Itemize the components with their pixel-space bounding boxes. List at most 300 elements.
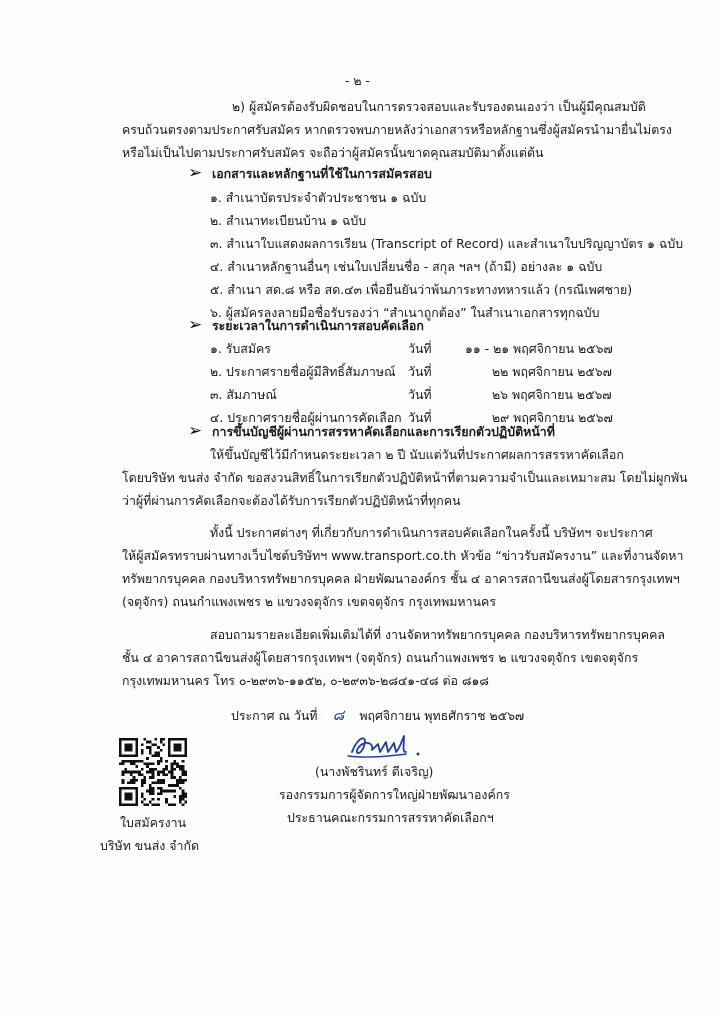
qr-module bbox=[182, 782, 185, 785]
bullet-arrow-icon: ➢ bbox=[188, 163, 203, 183]
qr-module bbox=[160, 782, 163, 785]
qr-module bbox=[176, 762, 179, 765]
qr-module bbox=[127, 746, 130, 749]
qr-module bbox=[119, 792, 122, 795]
qr-module bbox=[124, 738, 127, 741]
qr-module bbox=[141, 752, 144, 755]
qr-module bbox=[154, 738, 157, 741]
listing-line2: โดยบริษัท ขนส่ง จำกัด ขอสงวนสิทธิ์ในการเรียกตัวปฏิบัติหน้าที่ตามความจำเป็นและเหมาะสม โดยไม่ผูกพัน bbox=[122, 470, 688, 485]
bullet-arrow-icon: ➢ bbox=[188, 421, 203, 441]
qr-module bbox=[119, 787, 122, 790]
qr-module bbox=[135, 792, 138, 795]
qr-module bbox=[157, 771, 160, 774]
qr-module bbox=[130, 773, 133, 776]
qr-module bbox=[130, 779, 133, 782]
qr-module bbox=[152, 790, 155, 793]
document-item: ๓. สำเนาใบแสดงผลการเรียน (Transcript of Record) และสำเนาใบปริญญาบัตร ๑ ฉบับ bbox=[210, 236, 684, 251]
qr-module bbox=[182, 754, 185, 757]
qr-module bbox=[143, 779, 146, 782]
qr-module bbox=[179, 743, 182, 746]
qr-module bbox=[146, 790, 149, 793]
qr-module bbox=[127, 798, 130, 801]
qr-module bbox=[119, 754, 122, 757]
qr-module bbox=[182, 773, 185, 776]
qr-module bbox=[124, 746, 127, 749]
qr-module bbox=[182, 792, 185, 795]
qr-module bbox=[143, 803, 146, 806]
qr-module bbox=[119, 741, 122, 744]
schedule-date: ๒๒ พฤศจิกายน ๒๕๖๗ bbox=[492, 364, 612, 379]
qr-module bbox=[127, 795, 130, 798]
qr-module bbox=[130, 762, 133, 765]
qr-module bbox=[149, 752, 152, 755]
qr-module bbox=[149, 746, 152, 749]
qr-module bbox=[143, 798, 146, 801]
qr-module bbox=[124, 754, 127, 757]
qr-module bbox=[163, 768, 166, 771]
qr-module bbox=[127, 787, 130, 790]
qr-module bbox=[122, 779, 125, 782]
qr-module bbox=[149, 784, 152, 787]
qr-module bbox=[146, 746, 149, 749]
qr-module bbox=[146, 741, 149, 744]
qr-module bbox=[171, 768, 174, 771]
qr-module bbox=[163, 771, 166, 774]
qr-module bbox=[119, 743, 122, 746]
qr-module bbox=[138, 773, 141, 776]
qr-module bbox=[182, 795, 185, 798]
qr-module bbox=[124, 798, 127, 801]
qr-module bbox=[138, 771, 141, 774]
schedule-date: ๑๑ - ๒๑ พฤศจิกายน ๒๕๖๗ bbox=[465, 341, 613, 356]
qr-module bbox=[135, 803, 138, 806]
qr-module bbox=[154, 803, 157, 806]
qr-module bbox=[182, 790, 185, 793]
qr-module bbox=[130, 798, 133, 801]
qr-module bbox=[124, 792, 127, 795]
qr-module bbox=[171, 765, 174, 768]
schedule-row bbox=[0, 386, 720, 404]
qr-module bbox=[149, 762, 152, 765]
qr-module bbox=[119, 801, 122, 804]
qr-module bbox=[122, 773, 125, 776]
signatory-title1: รองกรรมการผู้จัดการใหญ่ฝ่ายพัฒนาองค์กร bbox=[279, 787, 510, 802]
qr-code bbox=[119, 738, 187, 806]
qr-module bbox=[119, 762, 122, 765]
announcement-date bbox=[231, 706, 524, 725]
qr-module bbox=[119, 790, 122, 793]
qr-module bbox=[119, 795, 122, 798]
qr-module bbox=[157, 782, 160, 785]
signatory-name: (นางพัชรินทร์ ดีเจริญ) bbox=[315, 764, 434, 779]
qr-module bbox=[160, 792, 163, 795]
qr-module bbox=[133, 787, 136, 790]
qr-module bbox=[149, 801, 152, 804]
qr-module bbox=[135, 741, 138, 744]
qr-module bbox=[130, 738, 133, 741]
qr-module bbox=[152, 754, 155, 757]
qr-module bbox=[119, 738, 122, 741]
qr-module bbox=[184, 738, 187, 741]
qr-module bbox=[141, 760, 144, 763]
qr-module bbox=[152, 771, 155, 774]
schedule-item: ๑. รับสมัคร bbox=[210, 341, 271, 356]
qr-module bbox=[165, 768, 168, 771]
para2-line1: ๒) ผู้สมัครต้องรับผิดชอบในการตรวจสอบและรับรองตนเองว่า เป็นผู้มีคุณสมบัติ bbox=[232, 99, 646, 114]
qr-module bbox=[149, 776, 152, 779]
qr-module bbox=[135, 798, 138, 801]
qr-module bbox=[152, 792, 155, 795]
date-prefix: ประกาศ ณ วันที่ bbox=[231, 708, 318, 723]
schedule-date: ๒๙ พฤศจิกายน ๒๕๖๗ bbox=[492, 410, 613, 425]
qr-module bbox=[171, 771, 174, 774]
qr-module bbox=[176, 743, 179, 746]
schedule-item: ๓. สัมภาษณ์ bbox=[210, 387, 277, 402]
contact-line3: กรุงเทพมหานคร โทร ๐-๒๙๓๖-๑๑๕๒, ๐-๒๙๓๖-๒๘๔๑-๔๘ ต่อ ๘๑๘ bbox=[122, 673, 489, 688]
qr-module bbox=[154, 752, 157, 755]
qr-module bbox=[130, 782, 133, 785]
qr-module bbox=[184, 801, 187, 804]
qr-module bbox=[173, 762, 176, 765]
qr-module bbox=[130, 787, 133, 790]
qr-module bbox=[179, 782, 182, 785]
documents-heading: เอกสารและหลักฐานที่ใช้ในการสมัครสอบ bbox=[212, 166, 432, 181]
document-item: ๕. สำเนา สด.๘ หรือ สด.๔๓ เพื่อยืนยันว่าพ้นภาระทางทหารแล้ว (กรณีเพศชาย) bbox=[210, 282, 633, 297]
document-item: ๔. สำเนาหลักฐานอื่นๆ เช่นใบเปลี่ยนชื่อ - สกุล ฯลฯ (ถ้ามี) อย่างละ ๑ ฉบับ bbox=[210, 259, 603, 274]
qr-module bbox=[184, 779, 187, 782]
qr-module bbox=[171, 762, 174, 765]
qr-module bbox=[130, 795, 133, 798]
qr-module bbox=[184, 795, 187, 798]
qr-module bbox=[149, 749, 152, 752]
qr-module bbox=[127, 738, 130, 741]
qr-module bbox=[154, 768, 157, 771]
qr-module bbox=[152, 773, 155, 776]
qr-module bbox=[152, 776, 155, 779]
qr-module bbox=[130, 746, 133, 749]
schedule-day-label: วันที่ bbox=[408, 387, 432, 402]
qr-module bbox=[184, 773, 187, 776]
qr-module bbox=[179, 765, 182, 768]
qr-module bbox=[157, 746, 160, 749]
qr-module bbox=[173, 790, 176, 793]
qr-module bbox=[182, 803, 185, 806]
qr-module bbox=[124, 760, 127, 763]
qr-module bbox=[146, 771, 149, 774]
qr-module bbox=[165, 790, 168, 793]
qr-module bbox=[184, 752, 187, 755]
qr-module bbox=[171, 754, 174, 757]
qr-module bbox=[163, 782, 166, 785]
qr-module bbox=[119, 752, 122, 755]
qr-module bbox=[133, 782, 136, 785]
qr-module bbox=[165, 773, 168, 776]
qr-module bbox=[176, 749, 179, 752]
qr-module bbox=[168, 738, 171, 741]
qr-module bbox=[133, 762, 136, 765]
qr-module bbox=[182, 738, 185, 741]
qr-module bbox=[127, 803, 130, 806]
qr-module bbox=[171, 776, 174, 779]
qr-module bbox=[133, 760, 136, 763]
qr-module bbox=[135, 801, 138, 804]
qr-module bbox=[184, 792, 187, 795]
qr-module bbox=[168, 741, 171, 744]
bullet-arrow-icon: ➢ bbox=[188, 315, 203, 335]
schedule-day-label: วันที่ bbox=[408, 410, 432, 425]
qr-module bbox=[141, 773, 144, 776]
qr-module bbox=[119, 749, 122, 752]
qr-module bbox=[122, 803, 125, 806]
qr-module bbox=[146, 765, 149, 768]
qr-module bbox=[122, 782, 125, 785]
qr-module bbox=[165, 801, 168, 804]
qr-module bbox=[124, 749, 127, 752]
document-item: ๖. ผู้สมัครลงลายมือชื่อรับรองว่า “สำเนาถูกต้อง” ในสำเนาเอกสารทุกฉบับ bbox=[210, 305, 600, 320]
qr-module bbox=[135, 743, 138, 746]
schedule-item: ๔. ประกาศรายชื่อผู้ผ่านการคัดเลือก bbox=[210, 410, 402, 425]
qr-module bbox=[149, 741, 152, 744]
qr-module bbox=[127, 792, 130, 795]
qr-module bbox=[152, 762, 155, 765]
qr-module bbox=[165, 765, 168, 768]
qr-module bbox=[157, 760, 160, 763]
qr-module bbox=[127, 782, 130, 785]
qr-module bbox=[184, 743, 187, 746]
qr-module bbox=[130, 743, 133, 746]
qr-module bbox=[152, 798, 155, 801]
qr-module bbox=[184, 771, 187, 774]
qr-module bbox=[173, 743, 176, 746]
qr-module bbox=[179, 768, 182, 771]
qr-module bbox=[168, 784, 171, 787]
announce-line4: (จตุจักร) ถนนกำแพงเพชร ๒ แขวงจตุจักร เขตจตุจักร กรุงเทพมหานคร bbox=[122, 594, 496, 609]
qr-module bbox=[157, 754, 160, 757]
qr-module bbox=[141, 782, 144, 785]
qr-module bbox=[179, 746, 182, 749]
qr-module bbox=[124, 803, 127, 806]
listing-line3: ว่าผู้ที่ผ่านการคัดเลือกจะต้องได้รับการเรียกตัวปฏิบัติหน้าที่ทุกคน bbox=[122, 493, 461, 508]
qr-module bbox=[133, 754, 136, 757]
qr-module bbox=[127, 749, 130, 752]
qr-module bbox=[154, 782, 157, 785]
qr-module bbox=[149, 787, 152, 790]
signatory-title2: ประธานคณะกรรมการสรรหาคัดเลือกฯ bbox=[287, 810, 494, 825]
qr-module bbox=[173, 738, 176, 741]
qr-module bbox=[168, 754, 171, 757]
qr-module bbox=[171, 803, 174, 806]
qr-module bbox=[176, 765, 179, 768]
qr-module bbox=[160, 790, 163, 793]
qr-module bbox=[163, 790, 166, 793]
schedule-date: ๒๖ พฤศจิกายน ๒๕๖๗ bbox=[492, 387, 612, 402]
para2-line3: หรือไม่เป็นไปตามประกาศรับสมัคร จะถือว่าผู้สมัครนั้นขาดคุณสมบัติมาตั้งแต่ต้น bbox=[122, 145, 544, 160]
qr-module bbox=[133, 776, 136, 779]
qr-module bbox=[133, 803, 136, 806]
qr-module bbox=[179, 787, 182, 790]
qr-module bbox=[119, 798, 122, 801]
qr-module bbox=[173, 749, 176, 752]
qr-module bbox=[146, 757, 149, 760]
date-day: ๘ bbox=[332, 706, 345, 724]
page-number: - ๒ - bbox=[345, 73, 370, 88]
announce-line2: ให้ผู้สมัครทราบผ่านทางเว็บไซต์บริษัทฯ www.transport.co.th หัวข้อ “ข่าวรับสมัครงาน” และที่งานจัดหา bbox=[122, 548, 684, 563]
qr-module bbox=[182, 779, 185, 782]
qr-module bbox=[184, 746, 187, 749]
qr-module bbox=[135, 746, 138, 749]
qr-module bbox=[135, 754, 138, 757]
qr-module bbox=[122, 762, 125, 765]
qr-module bbox=[141, 784, 144, 787]
qr-module bbox=[171, 773, 174, 776]
qr-module bbox=[184, 741, 187, 744]
qr-module bbox=[157, 798, 160, 801]
qr-module bbox=[154, 743, 157, 746]
qr-module bbox=[173, 754, 176, 757]
qr-module bbox=[127, 743, 130, 746]
announce-line1: ทั้งนี้ ประกาศต่างๆ ที่เกี่ยวกับการดำเนินการสอบคัดเลือกในครั้งนี้ บริษัทฯ จะประกาศ bbox=[210, 525, 653, 540]
qr-module bbox=[173, 784, 176, 787]
qr-module bbox=[157, 803, 160, 806]
qr-module bbox=[130, 771, 133, 774]
qr-module bbox=[160, 771, 163, 774]
qr-module bbox=[143, 738, 146, 741]
qr-module bbox=[165, 798, 168, 801]
qr-module bbox=[141, 749, 144, 752]
qr-module bbox=[127, 754, 130, 757]
qr-module bbox=[173, 776, 176, 779]
qr-module bbox=[152, 743, 155, 746]
qr-module bbox=[122, 738, 125, 741]
qr-module bbox=[143, 776, 146, 779]
qr-module bbox=[119, 803, 122, 806]
qr-module bbox=[133, 738, 136, 741]
contact-line1: สอบถามรายละเอียดเพิ่มเติมได้ที่ งานจัดหาทรัพยากรบุคคล กองบริหารทรัพยากรบุคคล bbox=[210, 627, 665, 642]
qr-module bbox=[141, 768, 144, 771]
qr-module bbox=[179, 738, 182, 741]
qr-module bbox=[168, 743, 171, 746]
qr-module bbox=[182, 768, 185, 771]
qr-module bbox=[171, 784, 174, 787]
qr-module bbox=[135, 738, 138, 741]
qr-module bbox=[130, 760, 133, 763]
qr-module bbox=[157, 752, 160, 755]
qr-module bbox=[135, 779, 138, 782]
qr-module bbox=[168, 790, 171, 793]
qr-module bbox=[179, 749, 182, 752]
qr-module bbox=[176, 738, 179, 741]
qr-module bbox=[160, 760, 163, 763]
qr-module bbox=[135, 760, 138, 763]
qr-module bbox=[160, 741, 163, 744]
qr-module bbox=[163, 738, 166, 741]
qr-module bbox=[124, 787, 127, 790]
qr-module bbox=[149, 792, 152, 795]
qr-module bbox=[176, 746, 179, 749]
qr-module bbox=[135, 771, 138, 774]
schedule-row bbox=[0, 363, 720, 381]
qr-module bbox=[149, 771, 152, 774]
qr-module bbox=[119, 746, 122, 749]
qr-module bbox=[143, 762, 146, 765]
qr-module bbox=[141, 743, 144, 746]
qr-module bbox=[127, 771, 130, 774]
qr-module bbox=[160, 749, 163, 752]
qr-caption-1: ใบสมัครงาน bbox=[120, 815, 187, 830]
qr-module bbox=[176, 779, 179, 782]
qr-module bbox=[173, 768, 176, 771]
qr-module bbox=[157, 779, 160, 782]
qr-module bbox=[130, 792, 133, 795]
qr-module bbox=[179, 754, 182, 757]
document-item: ๒. สำเนาทะเบียนบ้าน ๑ ฉบับ bbox=[210, 213, 367, 228]
qr-module bbox=[154, 754, 157, 757]
qr-module bbox=[152, 782, 155, 785]
qr-module bbox=[173, 803, 176, 806]
qr-module bbox=[160, 787, 163, 790]
qr-module bbox=[160, 779, 163, 782]
qr-module bbox=[135, 790, 138, 793]
qr-module bbox=[152, 768, 155, 771]
qr-module bbox=[133, 779, 136, 782]
qr-module bbox=[141, 801, 144, 804]
qr-module bbox=[135, 765, 138, 768]
qr-module bbox=[160, 757, 163, 760]
announce-line3: ทรัพยากรบุคคล กองบริหารทรัพยากรบุคคล ฝ่ายพัฒนาองค์กร ชั้น ๔ อาคารสถานีขนส่งผู้โดยสารกรุงเทพฯ bbox=[122, 571, 680, 586]
qr-module bbox=[168, 752, 171, 755]
qr-module bbox=[176, 782, 179, 785]
qr-module bbox=[133, 771, 136, 774]
qr-module bbox=[182, 765, 185, 768]
qr-module bbox=[124, 743, 127, 746]
qr-module bbox=[135, 795, 138, 798]
qr-module bbox=[163, 743, 166, 746]
qr-module bbox=[173, 746, 176, 749]
qr-module bbox=[179, 801, 182, 804]
qr-module bbox=[157, 787, 160, 790]
qr-module bbox=[171, 738, 174, 741]
qr-module bbox=[182, 771, 185, 774]
qr-module bbox=[179, 779, 182, 782]
qr-module bbox=[130, 749, 133, 752]
contact-line2: ชั้น ๔ อาคารสถานีขนส่งผู้โดยสารกรุงเทพฯ (จตุจักร) ถนนกำแพงเพชร ๒ แขวงจตุจักร เขตจตุจักร bbox=[122, 650, 639, 665]
qr-module bbox=[135, 749, 138, 752]
qr-module bbox=[143, 782, 146, 785]
qr-module bbox=[149, 790, 152, 793]
qr-module bbox=[146, 803, 149, 806]
qr-module bbox=[127, 760, 130, 763]
schedule-item: ๒. ประกาศรายชื่อผู้มีสิทธิ์สัมภาษณ์ bbox=[210, 364, 396, 379]
qr-module bbox=[122, 787, 125, 790]
qr-module bbox=[124, 768, 127, 771]
qr-module bbox=[184, 754, 187, 757]
qr-module bbox=[122, 771, 125, 774]
qr-module bbox=[138, 760, 141, 763]
qr-module bbox=[168, 746, 171, 749]
qr-module bbox=[173, 795, 176, 798]
signature-image bbox=[344, 730, 424, 764]
document-item: ๑. สำเนาบัตรประจำตัวประชาชน ๑ ฉบับ bbox=[210, 190, 427, 205]
qr-module bbox=[163, 773, 166, 776]
qr-module bbox=[122, 754, 125, 757]
qr-module bbox=[149, 768, 152, 771]
para2-line2: ครบถ้วนตรงตามประกาศรับสมัคร หากตรวจพบภายหลังว่าเอกสารหรือหลักฐานซึ่งผู้สมัครนำมายื่นไม่ตรง bbox=[122, 122, 672, 137]
qr-module bbox=[176, 754, 179, 757]
qr-module bbox=[157, 762, 160, 765]
schedule-row bbox=[0, 340, 720, 358]
qr-module bbox=[130, 803, 133, 806]
qr-module bbox=[165, 760, 168, 763]
